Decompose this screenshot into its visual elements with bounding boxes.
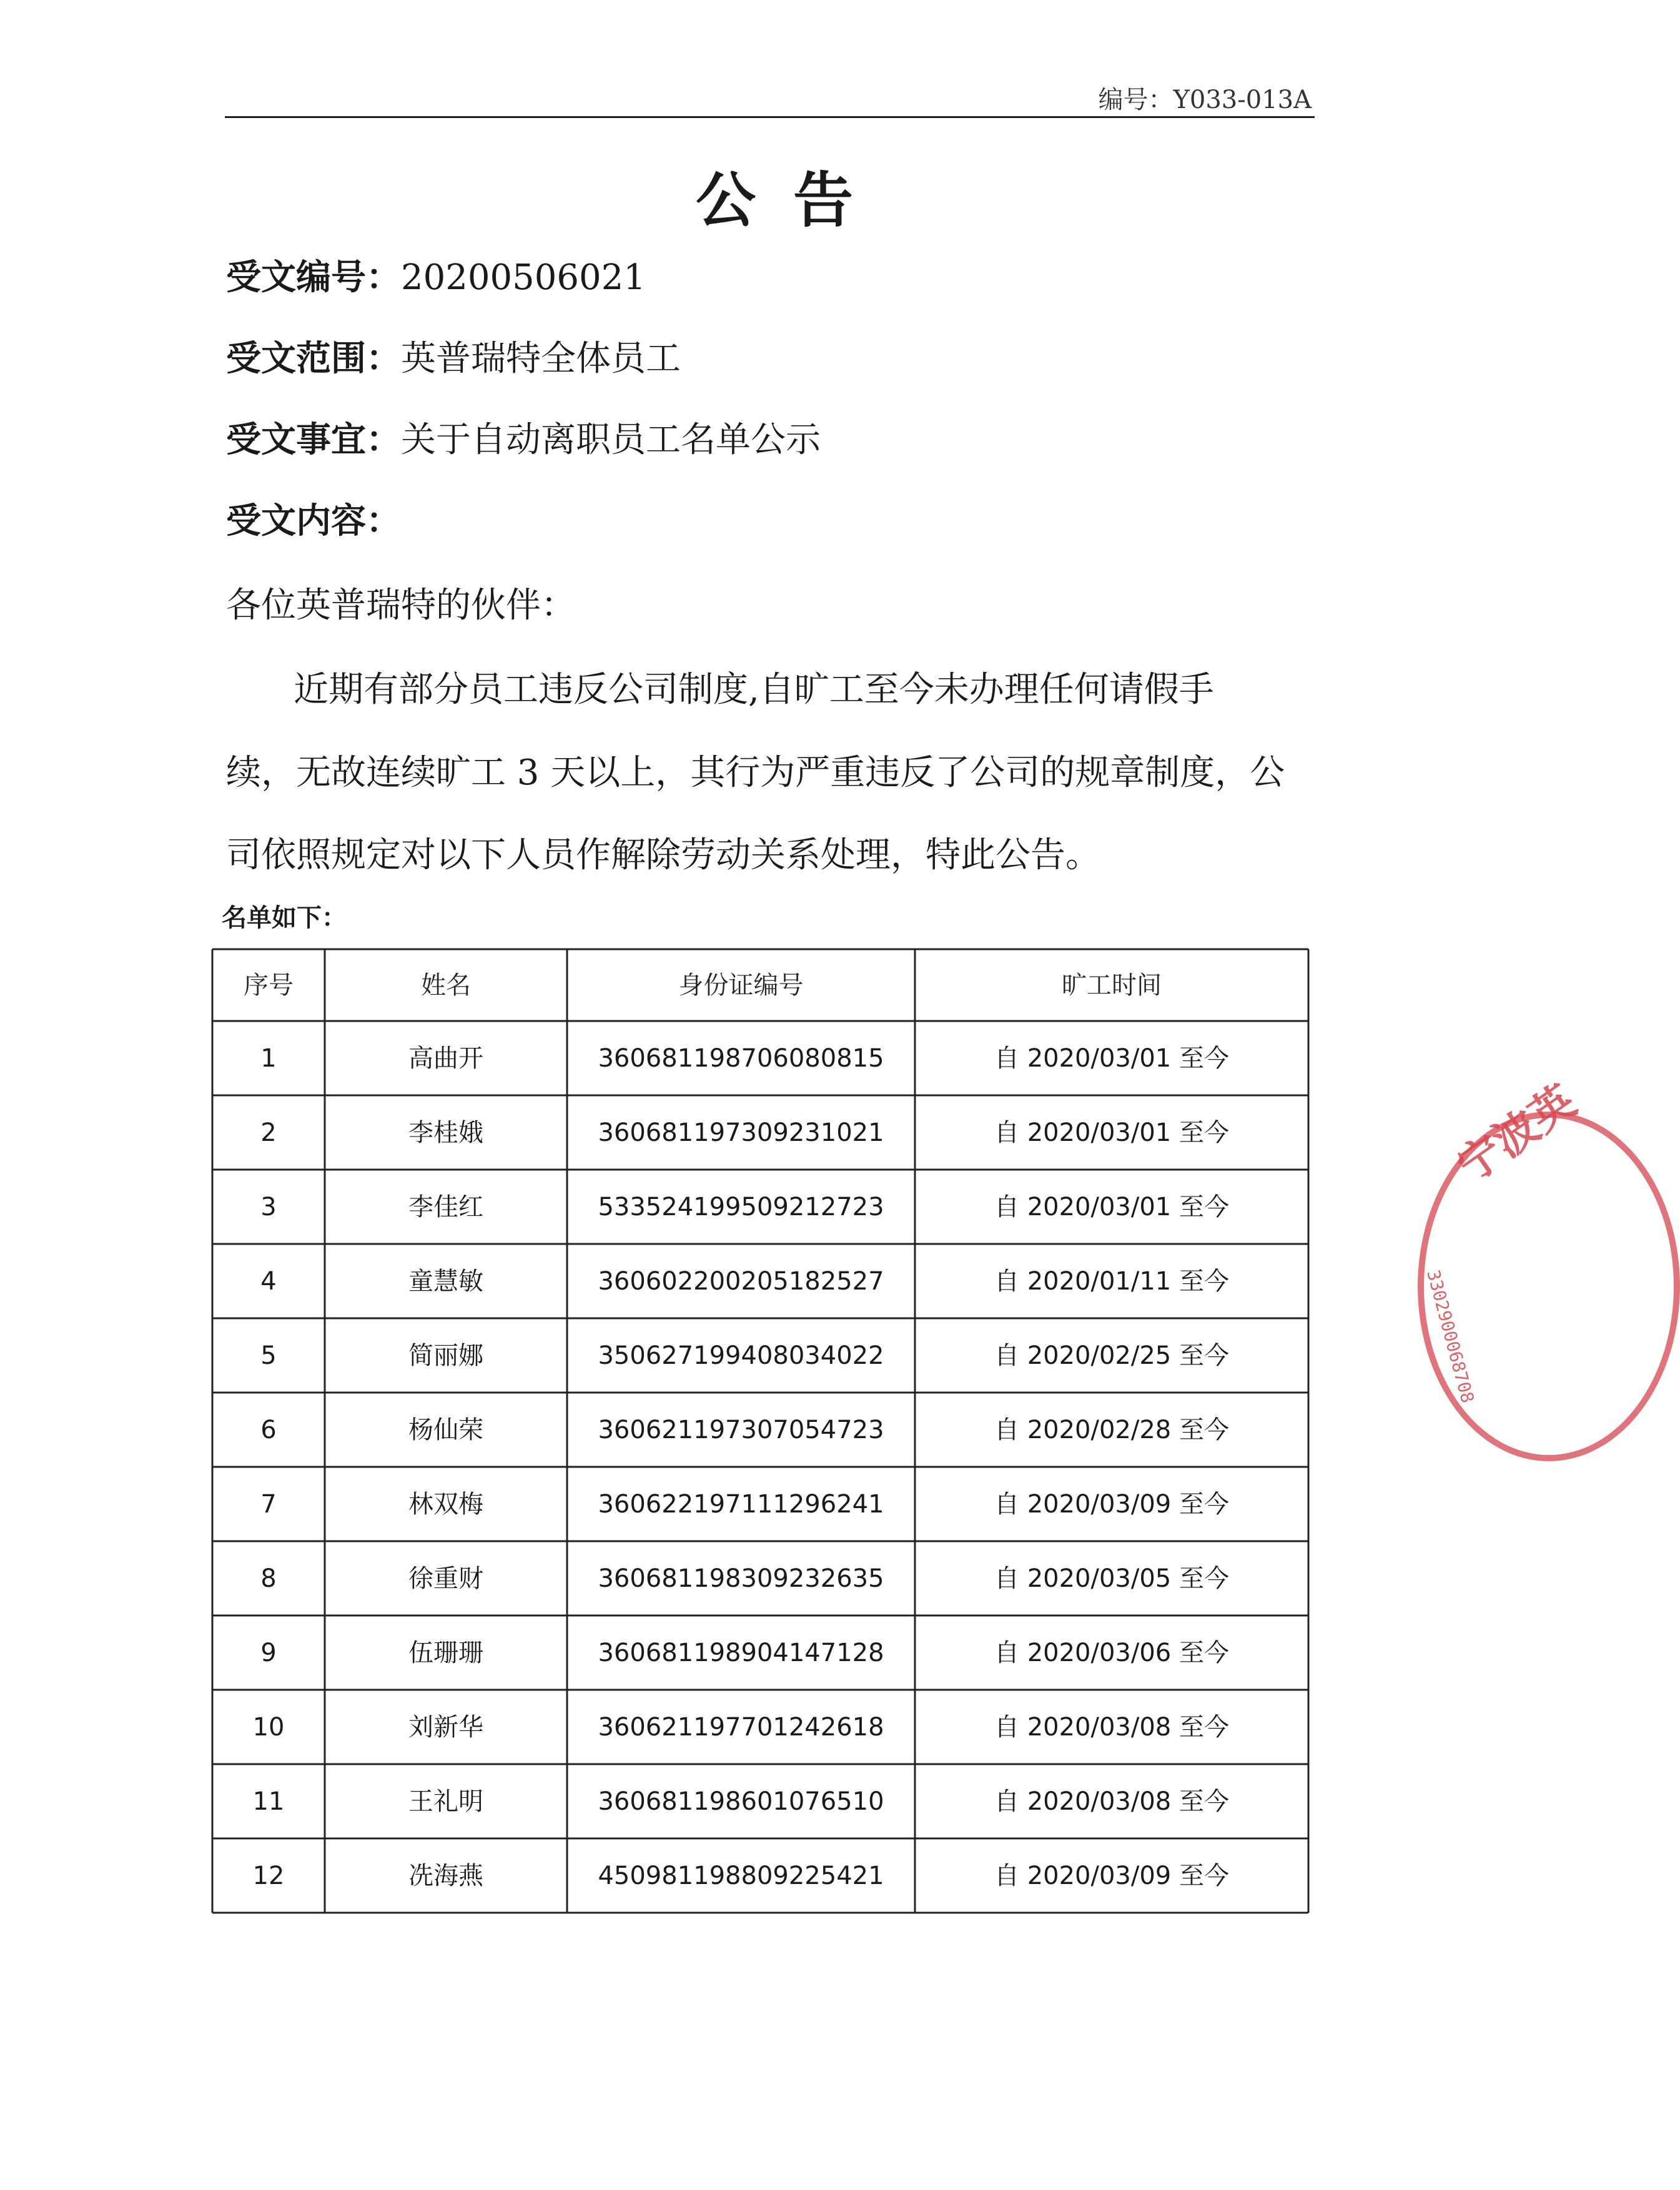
cell-id-number: 360621197307054723 — [598, 1415, 884, 1444]
cell-name: 高曲开 — [408, 1043, 483, 1073]
body-line-3: 司依照规定对以下人员作解除劳动关系处理，特此公告。 — [226, 835, 1100, 876]
cell-absence-period: 自 2020/03/08 至今 — [994, 1712, 1229, 1742]
cell-index: 9 — [260, 1638, 277, 1667]
cell-index: 4 — [260, 1266, 277, 1296]
field-label: 受文编号： — [226, 257, 401, 298]
cell-name: 冼海燕 — [408, 1861, 483, 1890]
cell-index: 10 — [252, 1712, 285, 1742]
list-title: 名单如下： — [222, 904, 347, 932]
cell-absence-period: 自 2020/01/11 至今 — [994, 1266, 1229, 1296]
cell-absence-period: 自 2020/02/28 至今 — [994, 1415, 1229, 1444]
cell-absence-period: 自 2020/03/09 至今 — [994, 1489, 1229, 1519]
cell-name: 童慧敏 — [408, 1266, 483, 1296]
cell-name: 伍珊珊 — [408, 1638, 483, 1667]
cell-index: 6 — [260, 1415, 277, 1444]
cell-absence-period: 自 2020/03/08 至今 — [994, 1787, 1229, 1816]
cell-id-number: 350627199408034022 — [598, 1341, 884, 1370]
body-line-1: 近期有部分员工违反公司制度,自旷工至今未办理任何请假手 — [294, 669, 1214, 710]
cell-absence-period: 自 2020/03/05 至今 — [994, 1564, 1229, 1593]
seal-code: 3302900068708 — [1423, 1268, 1478, 1406]
cell-id-number: 360622197111296241 — [598, 1489, 884, 1519]
cell-absence-period: 自 2020/02/25 至今 — [994, 1341, 1229, 1370]
field-label: 受文事宜： — [226, 420, 401, 460]
greeting: 各位英普瑞特的伙伴： — [226, 585, 576, 626]
cell-name: 李佳红 — [408, 1192, 483, 1221]
cell-index: 11 — [252, 1787, 285, 1816]
cell-id-number: 360681198706080815 — [598, 1043, 884, 1073]
document-number: 编号：Y033-013A — [1098, 86, 1312, 114]
cell-id-number: 450981198809225421 — [598, 1861, 884, 1890]
cell-absence-period: 自 2020/03/01 至今 — [994, 1192, 1229, 1221]
cell-name: 王礼明 — [408, 1787, 483, 1816]
cell-id-number: 360681198309232635 — [598, 1564, 884, 1593]
cell-index: 3 — [260, 1192, 277, 1221]
cell-index: 7 — [260, 1489, 277, 1519]
cell-name: 徐重财 — [408, 1564, 483, 1593]
cell-index: 5 — [260, 1341, 277, 1370]
cell-id-number: 533524199509212723 — [598, 1192, 884, 1221]
cell-absence-period: 自 2020/03/09 至今 — [994, 1861, 1229, 1890]
field-value: 关于自动离职员工名单公示 — [401, 420, 821, 460]
cell-index: 8 — [260, 1564, 277, 1593]
field-label: 受文范围： — [226, 338, 401, 379]
field-label: 受文内容： — [226, 501, 401, 541]
cell-absence-period: 自 2020/03/01 至今 — [994, 1043, 1229, 1073]
cell-name: 简丽娜 — [408, 1341, 483, 1370]
table-header-absence-period: 旷工时间 — [1062, 970, 1162, 1000]
cell-index: 2 — [260, 1118, 277, 1147]
field-value: 20200506021 — [401, 257, 646, 298]
table-header-name: 姓名 — [421, 970, 471, 1000]
cell-name: 李桂娥 — [408, 1118, 483, 1147]
field-value: 英普瑞特全体员工 — [401, 338, 681, 379]
cell-id-number: 360681198904147128 — [598, 1638, 884, 1667]
table-header-index: 序号 — [244, 970, 294, 1000]
seal-text: 宁波英 — [1448, 1075, 1585, 1193]
cell-id-number: 360621197701242618 — [598, 1712, 884, 1742]
cell-index: 1 — [260, 1043, 277, 1073]
cell-index: 12 — [252, 1861, 285, 1890]
cell-absence-period: 自 2020/03/01 至今 — [994, 1118, 1229, 1147]
cell-id-number: 360681198601076510 — [598, 1787, 884, 1816]
body-line-2: 续，无故连续旷工 3 天以上，其行为严重违反了公司的规章制度，公 — [226, 752, 1285, 793]
table-header-id-number: 身份证编号 — [678, 970, 804, 1000]
cell-absence-period: 自 2020/03/06 至今 — [994, 1638, 1229, 1667]
cell-name: 林双梅 — [408, 1489, 483, 1519]
cell-id-number: 360681197309231021 — [598, 1118, 884, 1147]
cell-name: 杨仙荣 — [408, 1415, 483, 1444]
company-seal — [1418, 1075, 1680, 1461]
cell-name: 刘新华 — [408, 1712, 483, 1742]
page-title: 公告 — [696, 165, 891, 235]
cell-id-number: 360602200205182527 — [598, 1266, 884, 1296]
